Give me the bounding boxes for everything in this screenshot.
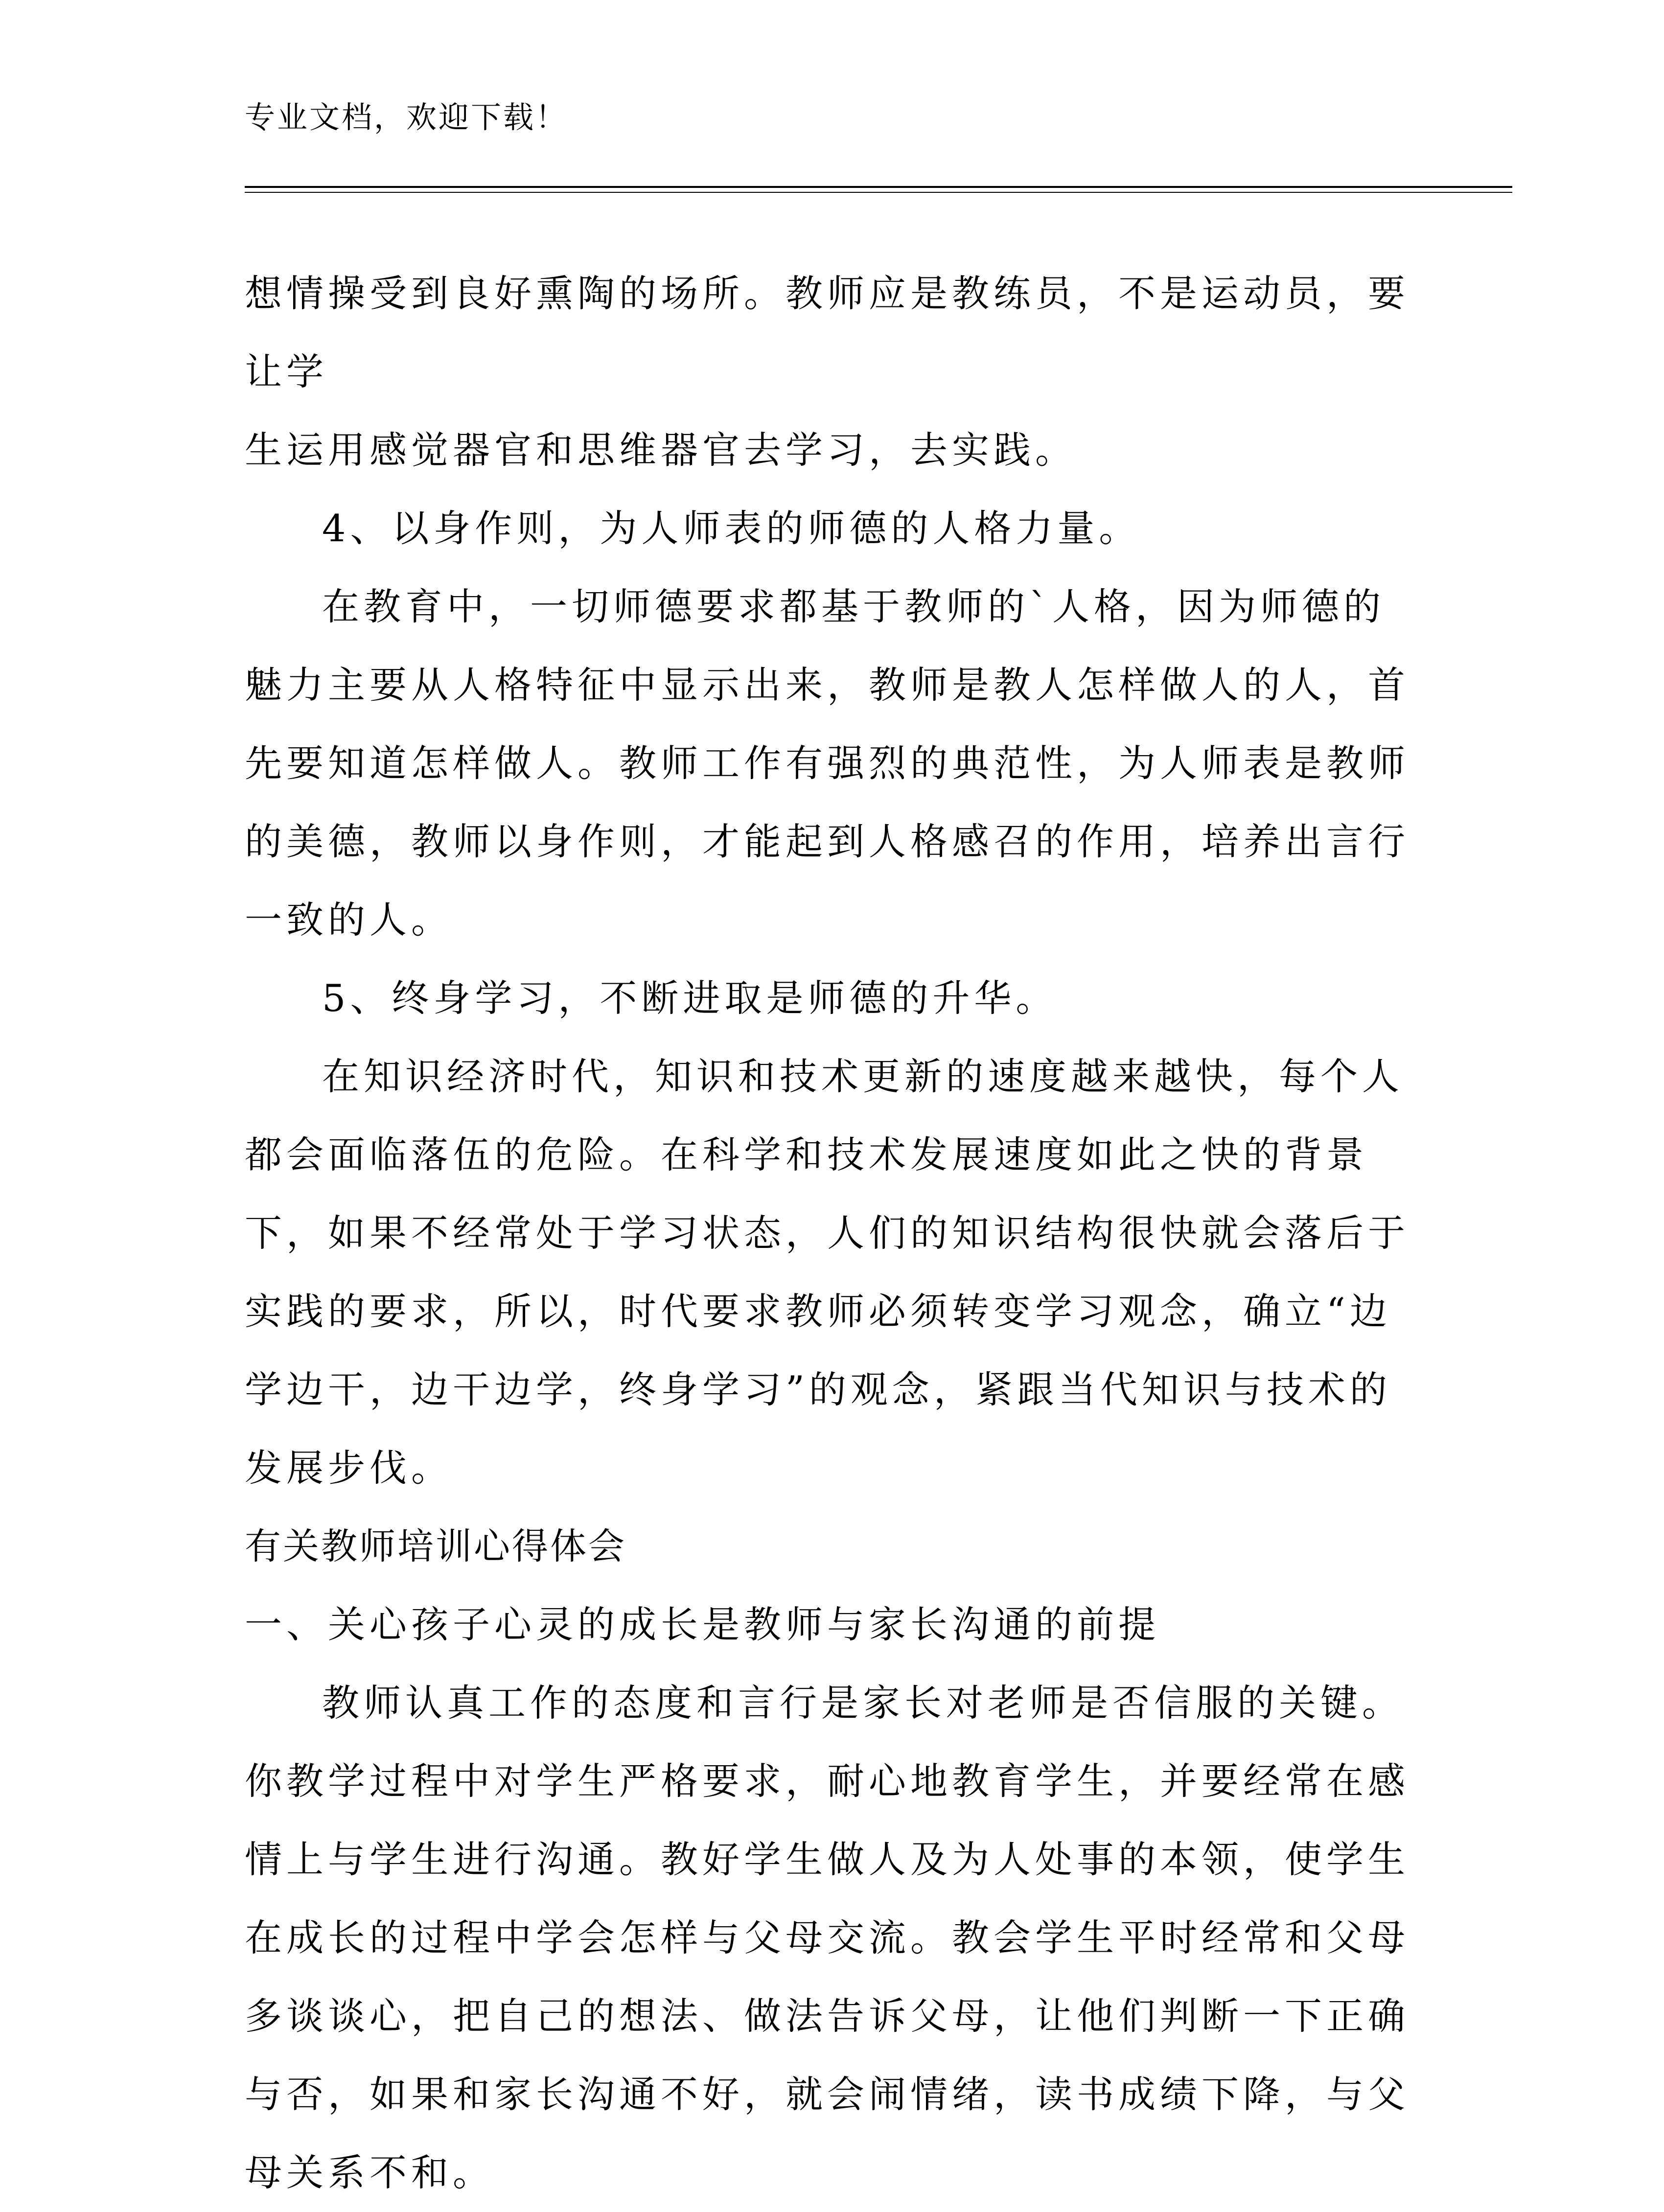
section-1-title: 一、关心孩子心灵的成长是教师与家长沟通的前提 — [245, 1603, 1160, 1646]
item-5-body: 在知识经济时代，知识和技术更新的速度越来越快，每个人都会面临落伍的危险。在科学和技术发展速度如此之快的背景下，如果不经常处于学习状态，人们的知识结构很快就会落后于实践的要求，所以，时代要求教师必须转变学习观念，确立“边学边干，边干边学，终身学习”的观念，紧跟当代知识与技术的发展步伐。 — [245, 1055, 1410, 1490]
paragraph-line: 想情操受到良好熏陶的场所。教师应是教练员，不是运动员，要让学 — [245, 272, 1410, 393]
paragraph-line: 生运用感觉器官和思维器官去学习，去实践。 — [245, 428, 1077, 472]
item-4-body: 在教育中，一切师德要求都基于教师的`人格，因为师德的魅力主要从人格特征中显示出来，教师是教人怎样做人的人，首先要知道怎样做人。教师工作有强烈的典范性，为人师表是教师的美德，教师以身作则，才能起到人格感召的作用，培养出言行一致的人。 — [245, 585, 1410, 942]
item-4-title: 4、以身作则，为人师表的师德的人格力量。 — [322, 507, 1141, 550]
page-header: 专业文档，欢迎下载！ — [245, 99, 568, 135]
item-5-title: 5、终身学习，不断进取是师德的升华。 — [322, 976, 1058, 1020]
section-1-body: 教师认真工作的态度和言行是家长对老师是否信服的关键。你教学过程中对学生严格要求，耐心地教育学生，并要经常在感情上与学生进行沟通。教好学生做人及为人处事的本领，使学生在成长的过程中学会怎样与父母交流。教会学生平时经常和父母多谈谈心，把自己的想法、做法告诉父母，让他们判断一下正确与否，如果和家长沟通不好，就会闹情绪，读书成绩下降，与父母关系不和。 — [245, 1681, 1410, 2194]
document-body — [245, 254, 1419, 2212]
header-rule-thick — [245, 186, 1512, 188]
header-rule-thin — [245, 192, 1512, 193]
section-title: 有关教师培训心得体会 — [245, 1525, 626, 1567]
